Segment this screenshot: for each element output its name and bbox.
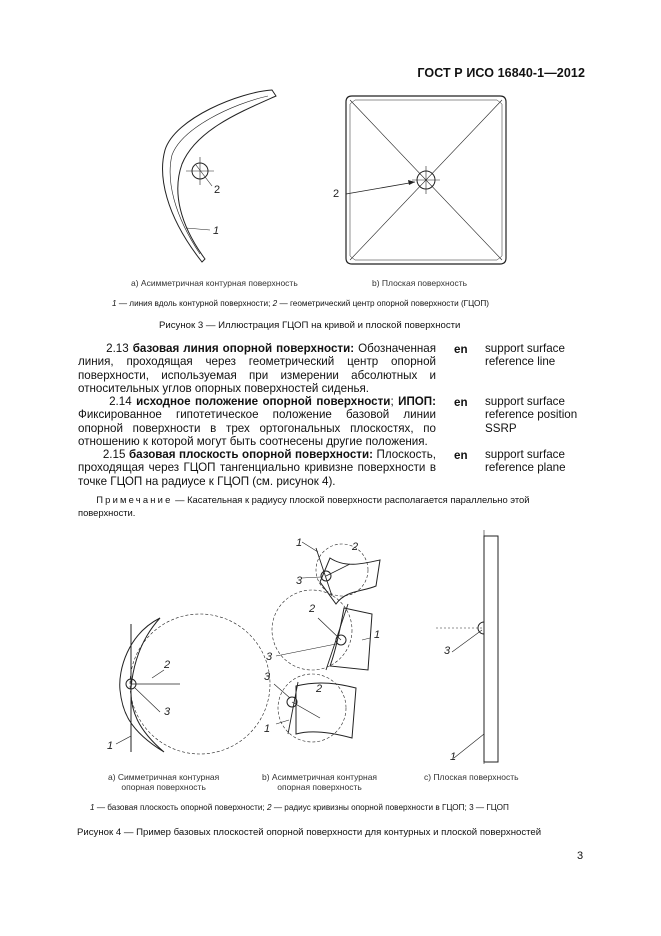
figure3-drawing [0, 0, 661, 300]
fig4b-bot-callout-2: 2 [316, 683, 323, 695]
fig4-legend [90, 803, 509, 812]
fig4b-mid-callout-1: 1 [374, 629, 381, 641]
fig3-legend-n1: 1 [112, 299, 117, 308]
term-2-14-en-line3: SSRP [485, 421, 517, 435]
fig3a-callout-2: 2 [214, 184, 221, 196]
fig4b-top-callout-1: 1 [296, 537, 303, 549]
document-id: ГОСТ Р ИСО 16840-1—2012 [417, 66, 585, 80]
fig4-legend-t1: — базовая плоскость опорной поверхности; [94, 803, 267, 812]
term-2-14 [78, 395, 436, 449]
term-2-13-term: базовая линия опорной поверхности: [132, 342, 355, 355]
note-label: Примечание [96, 494, 173, 505]
term-2-14-english [485, 395, 577, 435]
term-2-14-def: Фиксированное гипотетическое положение базовой линии опорной поверхности в трех ортогональных плоскостях, по отношению к которой могут быть соотнесены другие положения. [78, 408, 436, 449]
fig3a-leader-2 [196, 165, 212, 186]
term-2-15-lang: en [454, 449, 468, 462]
term-2-15-def: Плоскость, проходящая через ГЦОП тангенциально кривизне поверхности в точке ГЦОП на радиусе к ГЦОП (см. рисунок 4). [78, 448, 436, 488]
fig4b-bot-callout-3: 3 [264, 671, 271, 683]
fig3a-contour-outline [163, 90, 276, 262]
term-2-15-term: базовая плоскость опорной поверхности: [128, 448, 373, 461]
fig4-legend-n1: 1 [90, 803, 95, 812]
term-2-13-en-line2: reference line [485, 355, 556, 369]
term-2-14-abbr: ИПОП: [398, 395, 436, 408]
fig4b-mid-callout-2: 2 [309, 603, 316, 615]
term-2-14-sep: ; [390, 395, 399, 408]
note [78, 494, 584, 519]
fig4-legend-n2: 2 [266, 803, 272, 812]
fig3b-caption: b) Плоская поверхность [372, 278, 468, 288]
fig4c-callout-3: 3 [444, 645, 451, 657]
fig4b-top-callout-3: 3 [296, 575, 303, 587]
fig3-title: Рисунок 3 — Иллюстрация ГЦОП на кривой и плоской поверхности [159, 320, 461, 331]
fig4b-caption [262, 772, 377, 792]
term-2-14-en-line1: support surface [485, 395, 565, 408]
fig4b-mid-callout-3: 3 [266, 651, 273, 663]
term-2-15-en-line2: reference plane [485, 461, 566, 475]
fig3a-leader-1 [186, 228, 210, 230]
fig4b-asymmetric-contour [272, 542, 380, 742]
fig4-title: Рисунок 4 — Пример базовых плоскостей опорной поверхности для контурных и плоской поверхностей [77, 827, 542, 838]
term-2-13-def: Обозначенная линия, проходящая через геометрический центр опорной поверхности, используемая при измерении абсолютных и относительных углов опорных поверхностей сиденья. [78, 342, 436, 396]
fig4c-callout-1: 1 [450, 751, 457, 763]
term-2-15-num: 2.15 [102, 448, 126, 461]
fig3a-asymmetric-contour [163, 90, 276, 262]
fig3-legend-t2: — геометрический центр опорной поверхности (ГЦОП) [277, 299, 489, 308]
fig4a-leader-1 [116, 736, 131, 744]
fig4b-top-shape [320, 558, 380, 604]
fig4a-caption-line2: опорная поверхность [121, 782, 206, 792]
fig4-legend-t3: 3 — ГЦОП [469, 803, 509, 812]
term-2-15-en-line1: support surface [485, 448, 565, 461]
fig4-legend-t2: — радиус кривизны опорной поверхности в ГЦОП; [271, 803, 470, 812]
page-number: 3 [577, 850, 584, 862]
fig4a-caption-line1: a) Симметричная контурная [108, 772, 220, 782]
term-2-14-term: исходное положение опорной поверхности [136, 395, 391, 408]
fig3-legend [112, 299, 489, 308]
fig4a-leader-3 [135, 688, 160, 712]
figure4-drawing [0, 520, 661, 775]
term-2-13-num: 2.13 [106, 342, 129, 355]
term-2-14-en-line2: reference position [485, 408, 578, 422]
term-2-15 [78, 448, 436, 488]
fig3a-caption: a) Асимметричная контурная поверхность [131, 278, 298, 288]
fig4b-top-callout-2: 2 [352, 541, 359, 553]
note-text: — Касательная к радиусу плоской поверхности располагается параллельно этой поверхности. [78, 494, 530, 518]
fig3b-leader-2 [346, 182, 415, 194]
fig3-legend-t1: — линия вдоль контурной поверхности; [116, 299, 273, 308]
term-2-13 [78, 342, 436, 396]
fig4a-callout-1: 1 [107, 740, 114, 752]
fig4b-caption-line1: b) Асимметричная контурная [262, 772, 378, 782]
term-2-15-english [485, 448, 566, 475]
term-2-13-lang: en [454, 343, 468, 356]
fig4b-bot-callout-1: 1 [264, 723, 271, 735]
fig3a-callout-1: 1 [213, 225, 220, 237]
fig4c-caption: c) Плоская поверхность [424, 772, 519, 782]
fig4c-surface [484, 536, 498, 762]
term-2-14-lang: en [454, 396, 468, 409]
fig4a-caption [108, 772, 219, 792]
fig4b-caption-line2: опорная поверхность [277, 782, 362, 792]
fig3b-flat-surface [346, 96, 506, 264]
fig4a-callout-3: 3 [164, 706, 171, 718]
term-2-13-english [485, 342, 565, 369]
fig4a-symmetric-contour [116, 614, 270, 754]
fig4a-callout-2: 2 [164, 659, 171, 671]
term-2-13-en-line1: support surface [485, 342, 565, 355]
fig4b-bottom-shape [296, 683, 356, 738]
fig3b-callout-2: 2 [333, 188, 340, 200]
fig3-legend-n2: 2 [272, 299, 278, 308]
term-2-14-num: 2.14 [109, 395, 132, 408]
